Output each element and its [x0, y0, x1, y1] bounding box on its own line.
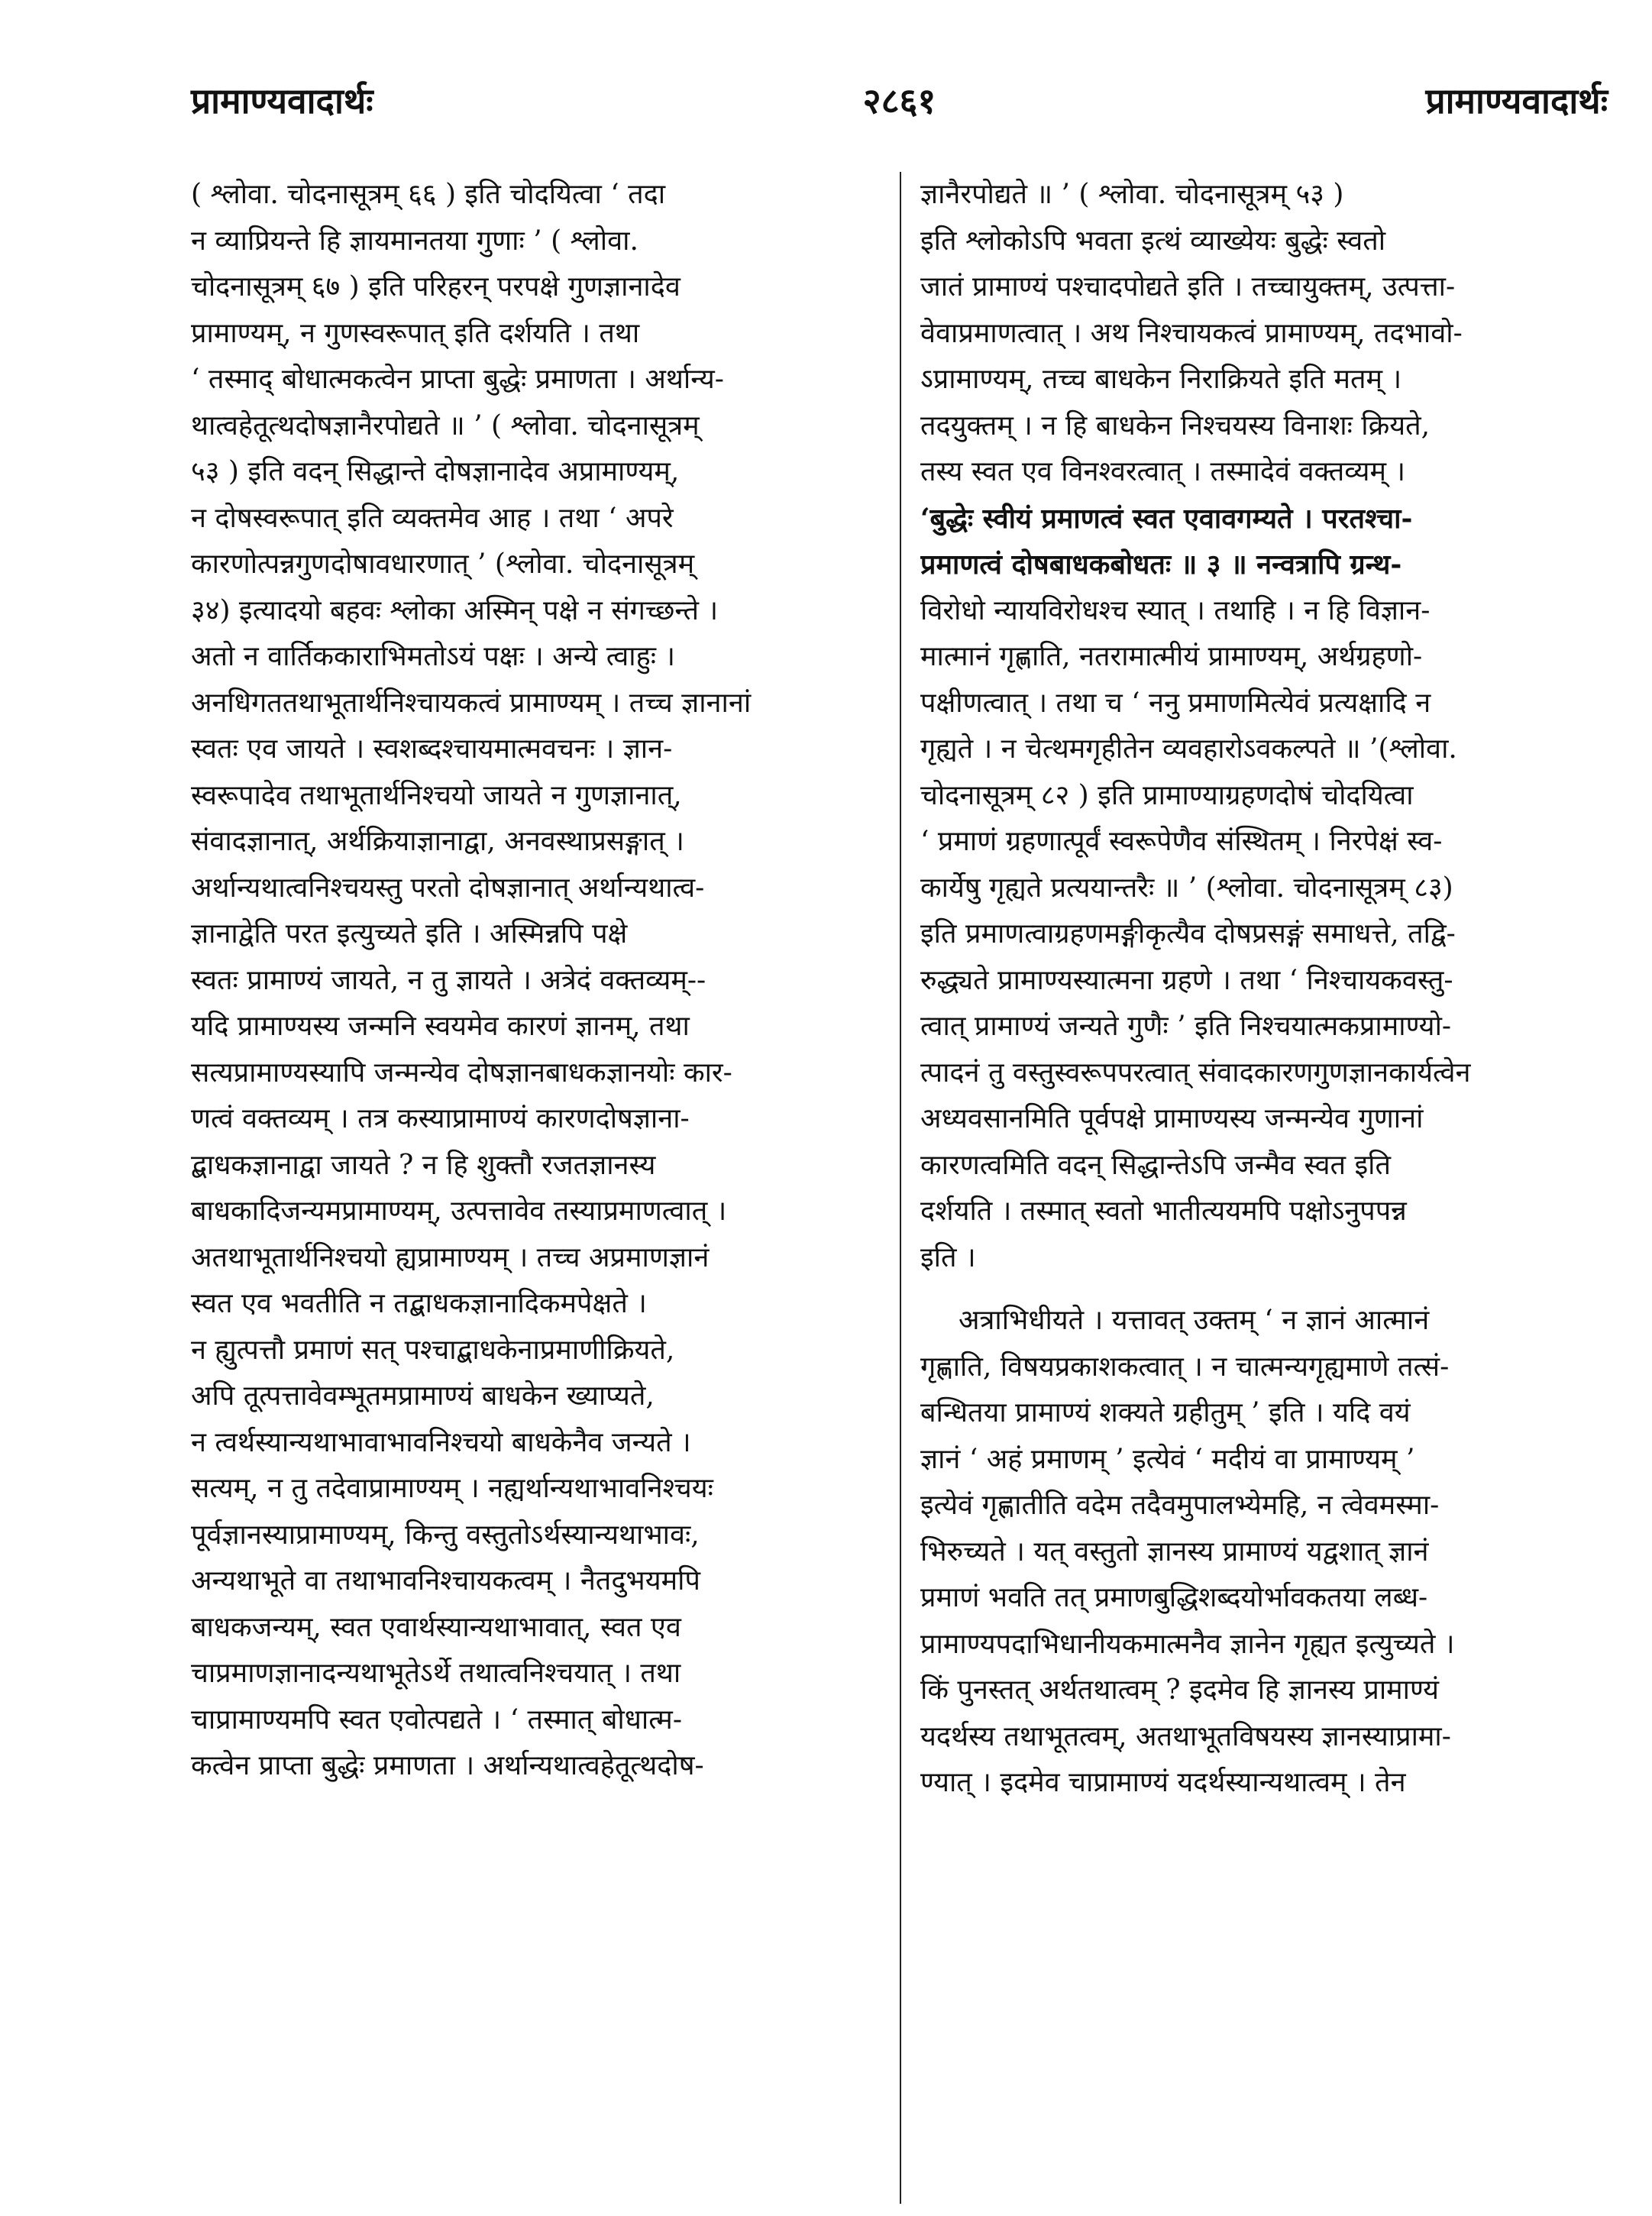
running-title-right: प्रामाण्यवादार्थः [1425, 80, 1608, 121]
text-line: प्रमाणत्वं दोषबाधकबोधतः ॥ ३ ॥ नन्वत्रापि ग्रन्थ- [920, 548, 1402, 581]
text-line: किं पुनस्तत् अर्थतथात्वम् ? इदमेव हि ज्ञानस्य प्रामाण्यं [920, 1674, 1439, 1706]
text-line: ण्यात् । इदमेव चाप्रामाण्यं यदर्थस्यान्यथात्वम् । तेन [920, 1767, 1406, 1798]
text-line: ३४) इत्यादयो बहवः श्लोका अस्मिन् पक्षे न संगच्छन्ते । [191, 594, 719, 626]
text-line: ज्ञानं ‘ अहं प्रमाणम् ’ इत्येवं ‘ मदीयं वा प्रामाण्यम् ’ [920, 1443, 1415, 1475]
text-line: ‘ प्रमाणं ग्रहणात्पूर्वं स्वरूपेणैव संस्थितम् । निरपेक्षं स्व- [920, 826, 1443, 857]
text-line: ‘ तस्माद् बोधात्मकत्वेन प्राप्ता बुद्धेः प्रमाणता । अर्थान्य- [191, 364, 724, 395]
text-line: प्रमाणं भवति तत् प्रमाणबुद्धिशब्दयोर्भावकतया लब्ध- [920, 1582, 1428, 1613]
text-line: इति प्रमाणत्वाग्रहणमङ्गीकृत्यैव दोषप्रसङ्गं समाधत्ते, तद्वि- [920, 918, 1456, 949]
text-line: ऽप्रामाण्यम्, तच्च बाधकेन निराक्रियते इति मतम् । [920, 364, 1402, 395]
text-line: भिरुच्यते । यत् वस्तुतो ज्ञानस्य प्रामाण्यं यद्वशात् ज्ञानं [920, 1535, 1429, 1567]
text-line: बाधकजन्यम्, स्वत एवार्थस्यान्यथाभावात्, स्वत एव [191, 1611, 681, 1643]
text-line: ५३ ) इति वदन् सिद्धान्ते दोषज्ञानादेव अप्रामाण्यम्, [191, 456, 680, 487]
text-line: न दोषस्वरूपात् इति व्यक्तमेव आह । तथा ‘ अपरे [191, 502, 674, 534]
running-title-left: प्रामाण्यवादार्थः [191, 80, 373, 121]
text-line: अतथाभूतार्थनिश्चयो ह्यप्रामाण्यम् । तच्च अप्रमाणज्ञानं [191, 1241, 710, 1273]
text-line: चाप्रामाण्यमपि स्वत एवोत्पद्यते । ‘ तस्मात् बोधात्म- [191, 1703, 682, 1736]
text-line: कारणोत्पन्नगुणदोषावधारणात् ’ (श्लोवा. चोदनासूत्रम् [191, 548, 695, 580]
text-line: गृह्णाति, विषयप्रकाशकत्वात् । न चात्मन्यगृह्यमाणे तत्सं- [920, 1351, 1450, 1383]
text-line: णत्वं वक्तव्यम् । तत्र कस्याप्रामाण्यं कारणदोषज्ञाना- [191, 1103, 690, 1134]
text-line: यदर्थस्य तथाभूतत्वम्, अतथाभूतविषयस्य ज्ञानस्याप्रामा- [920, 1720, 1451, 1752]
text-line: अर्थान्यथात्वनिश्चयस्तु परतो दोषज्ञानात् अर्थान्यथात्व- [191, 872, 705, 904]
text-line: अनधिगततथाभूतार्थनिश्चायकत्वं प्रामाण्यम् । तच्च ज्ञानानां [191, 687, 752, 719]
text-line: ‘बुद्धेः स्वीयं प्रमाणत्वं स्वत एवावगम्यते । परतश्चा- [920, 502, 1413, 535]
text-line: अतो न वार्तिककाराभिमतोऽयं पक्षः । अन्ये त्वाहुः । [191, 641, 676, 672]
text-line: स्वरूपादेव तथाभूतार्थनिश्चयो जायते न गुणज्ञानात्, [191, 779, 682, 811]
text-line: न व्याप्रियन्ते हि ज्ञायमानतया गुणाः ’ ( श्लोवा. [191, 225, 638, 257]
text-line: इत्येवं गृह्णातीति वदेम तदैवमुपालभ्येमहि, न त्वेवमस्मा- [920, 1490, 1440, 1521]
text-line: गृह्यते । न चेत्थमगृहीतेन व्यवहारोऽवकल्पते ॥ ’(श्लोवा. [920, 733, 1457, 765]
text-line: ( श्लोवा. चोदनासूत्रम् ६६ ) इति चोदयित्वा ‘ तदा [191, 179, 666, 210]
text-line: त्पादनं तु वस्तुस्वरूपपरत्वात् संवादकारणगुणज्ञानकार्यत्वेन [920, 1056, 1471, 1089]
text-line: वेवाप्रमाणत्वात् । अथ निश्चायकत्वं प्रामाण्यम्, तदभावो- [920, 317, 1463, 349]
text-line: चाप्रमाणज्ञानादन्यथाभूतेऽर्थे तथात्वनिश्चयात् । तथा [191, 1658, 681, 1689]
text-line: सत्यम्, न तु तदेवाप्रामाण्यम् । नह्यर्थान्यथाभावनिश्चयः [191, 1473, 713, 1504]
text-line: प्रामाण्यम्, न गुणस्वरूपात् इति दर्शयति । तथा [191, 317, 640, 349]
text-line: यदि प्रामाण्यस्य जन्मनि स्वयमेव कारणं ज्ञानम्, तथा [191, 1011, 690, 1042]
text-line: प्रामाण्यपदाभिधानीयकमात्मनैव ज्ञानेन गृह्यत इत्युच्यते । [920, 1628, 1455, 1660]
text-line: चोदनासूत्रम् ८२ ) इति प्रामाण्याग्रहणदोषं चोदयित्वा [920, 779, 1414, 811]
text-line: बाधकादिजन्यमप्रामाण्यम्, उत्पत्तावेव तस्याप्रमाणत्वात् । [191, 1195, 727, 1227]
text-line: इति श्लोकोऽपि भवता इत्थं व्याख्येयः बुद्धेः स्वतो [920, 225, 1386, 257]
text-line: अपि तूत्पत्तावेवम्भूतमप्रामाण्यं बाधकेन ख्याप्यते, [191, 1380, 655, 1412]
text-line: पक्षीणत्वात् । तथा च ‘ ननु प्रमाणमित्येवं प्रत्यक्षादि न [920, 687, 1431, 719]
right-column [920, 172, 1604, 2204]
text-line: पूर्वज्ञानस्याप्रामाण्यम्, किन्तु वस्तुतोऽर्थस्यान्यथाभावः, [191, 1519, 700, 1551]
text-line: थात्वहेतूत्थदोषज्ञानैरपोद्यते ॥ ’ ( श्लोवा. चोदनासूत्रम् [191, 409, 700, 442]
text-line: बन्धितया प्रामाण्यं शक्यते ग्रहीतुम् ’ इति । यदि वयं [920, 1397, 1411, 1428]
paragraph-gap [920, 1281, 1604, 1298]
text-line: त्वात् प्रामाण्यं जन्यते गुणैः ’ इति निश्चयात्मकप्रामाण्यो- [920, 1011, 1452, 1042]
text-line: तस्य स्वत एव विनश्वरत्वात् । तस्मादेवं वक्तव्यम् । [920, 456, 1406, 487]
text-line: कारणत्वमिति वदन् सिद्धान्तेऽपि जन्मैव स्वत इति [920, 1149, 1392, 1181]
text-line: चोदनासूत्रम् ६७ ) इति परिहरन् परपक्षे गुणज्ञानादेव [191, 271, 681, 302]
text-line: तदयुक्तम् । न हि बाधकेन निश्चयस्य विनाशः क्रियते, [920, 409, 1431, 442]
text-line: अत्राभिधीयते । यत्तावत् उक्तम् ‘ न ज्ञानं आत्मानं [959, 1305, 1430, 1336]
text-line: दर्शयति । तस्मात् स्वतो भातीत्ययमपि पक्षोऽनुपपन्न [920, 1195, 1407, 1227]
text-line: मात्मानं गृह्णाति, नतरामात्मीयं प्रामाण्यम्, अर्थग्रहणो- [920, 641, 1423, 672]
text-line: रुद्ध्यते प्रामाण्यस्यात्मना ग्रहणे । तथा ‘ निश्चायकवस्तु- [920, 964, 1453, 996]
text-line: सत्यप्रामाण्यस्यापि जन्मन्येव दोषज्ञानबाधकज्ञानयोः कार- [191, 1056, 732, 1089]
text-line: अन्यथाभूते वा तथाभावनिश्चायकत्वम् । नैतदुभयमपि [191, 1565, 700, 1596]
text-line: जातं प्रामाण्यं पश्चादपोद्यते इति । तच्चायुक्तम्, उत्पत्ता- [920, 271, 1456, 302]
text-line: न ह्युत्पत्तौ प्रमाणं सत् पश्चाद्बाधकेनाप्रमाणीक्रियते, [191, 1334, 675, 1366]
text-line: कत्वेन प्राप्ता बुद्धेः प्रमाणता । अर्थान्यथात्वहेतूत्थदोष- [191, 1750, 704, 1781]
text-line: स्वतः प्रामाण्यं जायते, न तु ज्ञायते । अत्रेदं वक्तव्यम्-- [191, 964, 706, 996]
page-number: २८६१ [862, 80, 936, 121]
text-line: ज्ञानाद्वेति परत इत्युच्यते इति । अस्मिन्नपि पक्षे [191, 918, 628, 949]
text-line: द्बाधकज्ञानाद्वा जायते ? न हि शुक्तौ रजतज्ञानस्य [191, 1149, 656, 1181]
column-divider [900, 172, 901, 2204]
text-line: कार्येषु गृह्यते प्रत्ययान्तरैः ॥ ’ (श्लोवा. चोदनासूत्रम् ८३) [920, 872, 1453, 904]
text-line: स्वत एव भवतीति न तद्बाधकज्ञानादिकमपेक्षते । [191, 1288, 647, 1319]
text-line: स्वतः एव जायते । स्वशब्दश्चायमात्मवचनः । ज्ञान- [191, 733, 673, 765]
text-line: विरोधो न्यायविरोधश्च स्यात् । तथाहि । न हि विज्ञान- [920, 594, 1431, 626]
text-line: ज्ञानैरपोद्यते ॥ ’ ( श्लोवा. चोदनासूत्रम् ५३ ) [920, 179, 1344, 210]
page-header [191, 76, 1608, 137]
left-column [191, 172, 878, 2204]
text-line: अध्यवसानमिति पूर्वपक्षे प्रामाण्यस्य जन्मन्येव गुणानां [920, 1103, 1424, 1134]
text-line: संवादज्ञानात्, अर्थक्रियाज्ञानाद्वा, अनवस्थाप्रसङ्गात् । [191, 826, 684, 857]
text-line: इति । [920, 1241, 976, 1273]
text-line: न त्वर्थस्यान्यथाभावाभावनिश्चयो बाधकेनैव जन्यते । [191, 1426, 691, 1458]
